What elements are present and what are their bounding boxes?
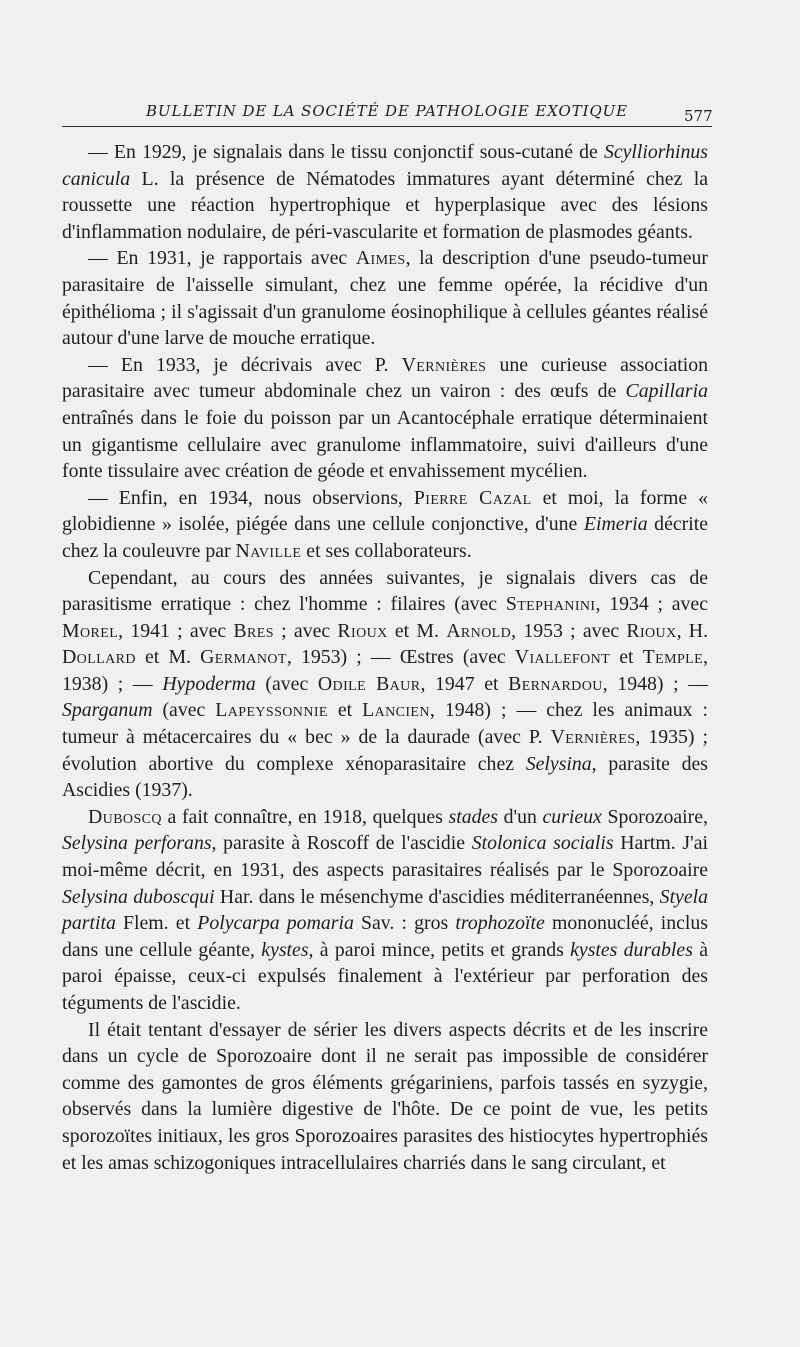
taxon-name: Polycarpa pomaria (197, 912, 354, 935)
paragraph-duboscq: Duboscq a fait connaître, en 1918, quelques stades d'un curieux Sporozoaire, Selysina perforans, parasite à Roscoff de l'ascidie Stolonica socialis Hartm. J'ai moi-même décrit, en 1931, des aspects parasitaires réalisés par le Sporozoaire Selysina duboscqui Har. dans le mésenchyme d'ascidies méditerranéennes, Styela partita Flem. et Polycarpa pomaria Sav. : gros trophozoïte mononucléé, inclus dans une cellule géante, kystes, à paroi mince, petits et grands kystes durables à paroi épaisse, ceux-ci expulsés finalement à l'extérieur par perforation des téguments de l'ascidie. (62, 805, 709, 1014)
paragraph-1931: — En 1931, je rapportais avec Aimes, la description d'une pseudo-tumeur parasitaire de l'aisselle simulant, chez une femme opérée, la récidive d'un épithélioma ; il s'agissait d'un granulome éosinophilique à cellules géantes réalisé autour d'une larve de mouche erratique. (62, 247, 708, 350)
taxon-name: Stolonica socialis (471, 832, 614, 855)
paragraph-sporozoan-cycle: Il était tentant d'essayer de sérier les divers aspects décrits et de les inscrire dans un cycle de Sporozoaire dont il ne serait pas impossible de considérer comme des gamontes de gros éléments grégariniens, parfois tassés en syzygie, observés dans la lumière digestive de l'hôte. De ce point de vue, les petits sporozoïtes initiaux, les gros Sporozoaires parasites des histiocytes hypertrophiés et les amas schizogoniques intracellulaires charriés dans le sang circulant, et (62, 1018, 708, 1174)
author-name: Temple (642, 646, 704, 669)
emphasis: trophozoïte (455, 912, 545, 935)
author-name: Bres (233, 619, 274, 642)
taxon-name: Sparganum (62, 699, 153, 722)
author-name: Vernières (550, 726, 636, 749)
taxon-name: Selysina duboscqui (62, 885, 215, 908)
author-name: Duboscq (88, 805, 162, 828)
author-name: Lapeyssonnie (215, 699, 328, 722)
author-name: Rioux (337, 619, 388, 642)
author-name: Stephanini (505, 593, 596, 616)
paragraph-1929: — En 1929, je signalais dans le tissu conjonctif sous-cutané de Scylliorhinus canicula L. la présence de Nématodes immatures ayant déterminé chez la roussette une réaction hypertrophique et hyperplasique avec des lésions d'inflammation nodulaire, de péri-vascularite et formation de plasmodes géants. (62, 141, 708, 243)
author-name: Pierre Cazal (413, 486, 532, 509)
author-name: Viallefont (514, 646, 611, 669)
author-name: Rioux (626, 619, 677, 642)
author-name: Vernières (401, 353, 487, 376)
taxon-name: Styela partita (62, 885, 709, 935)
paragraph-erratic-parasitism: Cependant, au cours des années suivantes, je signalais divers cas de parasitisme erratique : chez l'homme : filaires (avec Stephanini, 1934 ; avec Morel, 1941 ; avec Bres ; avec Rioux et M. Arnold, 1953 ; avec Rioux, H. Dollard et M. Germanot, 1953) ; — Œstres (avec Viallefont et Temple, 1938) ; — Hypoderma (avec Odile Baur, 1947 et Bernardou, 1948) ; — Sparganum (avec Lapeyssonnie et Lancien, 1948) ; — chez les animaux : tumeur à métacercaires du « bec » de la daurade (avec P. Vernières, 1935) ; évolution abortive du complexe xénoparasitaire chez Selysina, parasite des Ascidies (1937). (62, 566, 709, 802)
taxon-name: Hypoderma (162, 672, 256, 695)
taxon-name: Selysina (525, 752, 592, 775)
author-name: Odile Baur (317, 672, 421, 695)
author-name: Dollard (62, 646, 136, 669)
author-name: Aimes (355, 247, 406, 270)
taxon-name: Eimeria (583, 513, 648, 536)
taxon-name: Selysina perforans (62, 832, 212, 855)
author-name: Germanot (200, 646, 287, 669)
emphasis: kystes (261, 938, 309, 961)
journal-title: BULLETIN DE LA SOCIÉTÉ DE PATHOLOGIE EXOTIQUE (146, 102, 629, 120)
running-header (62, 100, 712, 127)
emphasis: stades (448, 805, 498, 828)
article-body (62, 139, 708, 1176)
taxon-name: Scylliorhinus canicula (62, 141, 708, 190)
author-name: Morel (62, 619, 119, 642)
emphasis: curieux (542, 805, 602, 828)
page-number: 577 (684, 107, 713, 125)
paragraph-1934: — Enfin, en 1934, nous observions, Pierre Cazal et moi, la forme « globidienne » isolée, piégée dans une cellule conjonctive, d'une Eimeria décrite chez la couleuvre par Naville et ses collaborateurs. (62, 486, 708, 562)
paragraph-1933: — En 1933, je décrivais avec P. Vernières une curieuse association parasitaire avec tumeur abdominale chez un vairon : des œufs de Capillaria entraînés dans le foie du poisson par un Acantocéphale erratique déterminaient un gigantisme cellulaire avec granulome inflammatoire, suivi d'ailleurs d'une fonte tissulaire avec création de géode et envahissement mycélien. (62, 353, 708, 483)
author-name: Lancien (362, 699, 430, 722)
author-name: Bernardou (508, 672, 603, 695)
emphasis: kystes durables (570, 938, 693, 961)
author-name: Arnold (446, 619, 512, 642)
author-name: Naville (235, 539, 302, 562)
taxon-name: Capillaria (625, 380, 708, 403)
